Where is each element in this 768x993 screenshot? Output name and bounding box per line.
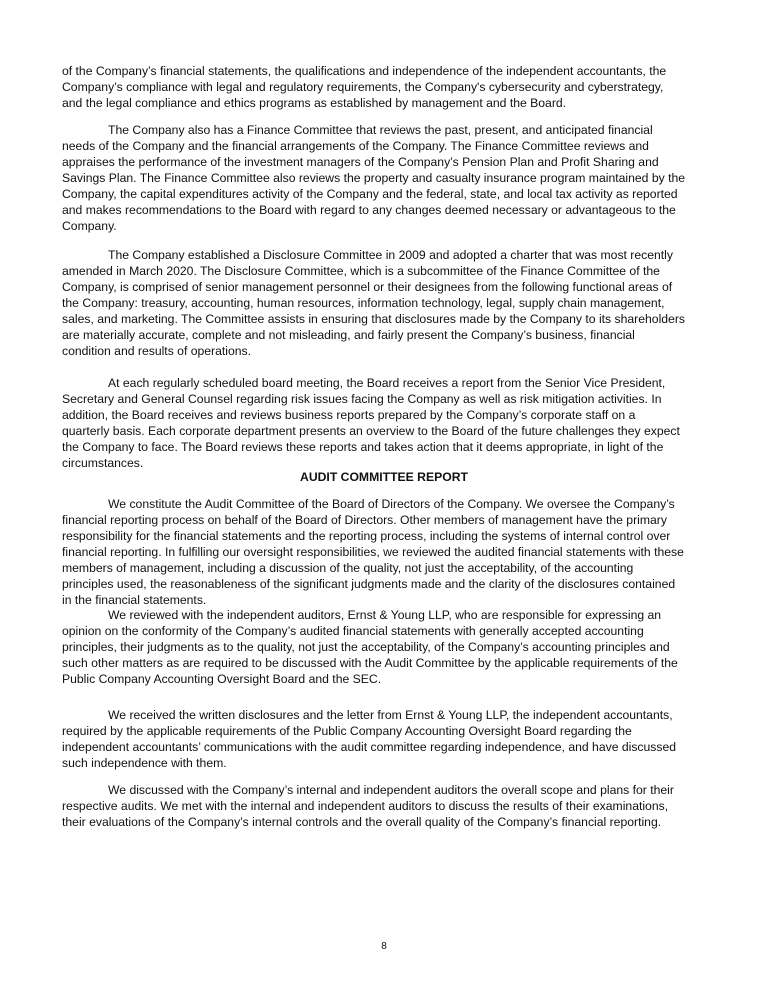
paragraph (62, 782, 722, 830)
text-line: We reviewed with the independent auditors, Ernst & Young LLP, who are responsible for expressing an (108, 608, 662, 622)
text-line: Company’s compliance with legal and regulatory requirements, the Company's cybersecurity and cyberstrategy, (62, 80, 664, 94)
text-line: We constitute the Audit Committee of the Board of Directors of the Company. We oversee the Company’s (108, 497, 675, 511)
text-line: such other matters as are required to be discussed with the Audit Committee by the applicable requirements of the (62, 656, 678, 670)
text-line: the Company to face. The Board reviews these reports and takes action that it deems appropriate, in light of the (62, 440, 664, 454)
paragraph (62, 496, 722, 608)
text-line: quarterly basis. Each corporate department presents an overview to the Board of the future challenges they expect (62, 424, 680, 438)
text-line: amended in March 2020. The Disclosure Committee, which is a subcommittee of the Finance Committee of the (62, 264, 660, 278)
text-line: needs of the Company and the financial arrangements of the Company. The Finance Committee reviews and (62, 139, 649, 153)
text-line: and the legal compliance and ethics programs as established by management and the Board. (62, 96, 567, 110)
text-line: the Company: treasury, accounting, human resources, information technology, legal, supply chain management, (62, 296, 665, 310)
paragraph (62, 375, 722, 471)
text-line: At each regularly scheduled board meeting, the Board receives a report from the Senior Vice President, (108, 376, 666, 390)
paragraph (62, 607, 722, 687)
text-line: Public Company Accounting Oversight Board and the SEC. (62, 672, 382, 686)
text-line: Savings Plan. The Finance Committee also reviews the property and casualty insurance program maintained by the (62, 171, 686, 185)
text-line: circumstances. (62, 456, 144, 470)
text-line: respective audits. We met with the internal and independent auditors to discuss the results of their examinations, (62, 799, 669, 813)
text-line: Company, is comprised of senior management personnel or their designees from the following functional areas of (62, 280, 673, 294)
paragraph (62, 247, 722, 359)
text-line: and makes recommendations to the Board with regard to any changes deemed necessary or advantageous to the (62, 203, 676, 217)
text-line: sales, and marketing. The Committee assists in ensuring that disclosures made by the Company to its shareholders (62, 312, 685, 326)
text-line: financial reporting. In fulfilling our oversight responsibilities, we reviewed the audited financial statements with these (62, 545, 684, 559)
paragraph (62, 122, 722, 234)
text-line: members of management, including a discussion of the quality, not just the acceptability, of the accounting (62, 561, 634, 575)
text-line: responsibility for the financial statements and the reporting process, including the systems of internal control over (62, 529, 671, 543)
text-line: of the Company’s financial statements, the qualifications and independence of the independent accountants, the (62, 64, 667, 78)
text-line: appraises the performance of the investment managers of the Company’s Pension Plan and Profit Sharing and (62, 155, 659, 169)
text-line: We discussed with the Company’s internal and independent auditors the overall scope and plans for their (108, 783, 674, 797)
text-line: principles, their judgments as to the quality, not just the acceptability, of the Company’s accounting principles and (62, 640, 670, 654)
text-line: Company. (62, 219, 117, 233)
text-line: independent accountants’ communications with the audit committee regarding independence, and have discussed (62, 740, 677, 754)
text-line: financial reporting process on behalf of the Board of Directors. Other members of management have the primary (62, 513, 667, 527)
text-line: required by the applicable requirements of the Public Company Accounting Oversight Board regarding the (62, 724, 632, 738)
text-line: in the financial statements. (62, 593, 207, 607)
page-number: 8 (381, 941, 387, 952)
text-line: such independence with them. (62, 756, 227, 770)
text-line: are materially accurate, complete and not misleading, and fairly present the Company’s business, financial (62, 328, 635, 342)
text-line: Secretary and General Counsel regarding risk issues facing the Company as well as risk mitigation activities. In (62, 392, 662, 406)
text-line: We received the written disclosures and the letter from Ernst & Young LLP, the independent accountants, (108, 708, 673, 722)
text-line: The Company established a Disclosure Committee in 2009 and adopted a charter that was most recently (108, 248, 673, 262)
text-line: Company, the capital expenditures activity of the Company and the federal, state, and local tax activity as reported (62, 187, 678, 201)
text-line: The Company also has a Finance Committee that reviews the past, present, and anticipated financial (108, 123, 653, 137)
paragraph (62, 707, 722, 771)
text-line: principles used, the reasonableness of the significant judgments made and the clarity of the disclosures contained (62, 577, 676, 591)
text-line: opinion on the conformity of the Company’s audited financial statements with generally accepted accounting (62, 624, 644, 638)
section-heading: AUDIT COMMITTEE REPORT (300, 470, 468, 484)
text-line: addition, the Board receives and reviews business reports prepared by the Company’s corporate staff on a (62, 408, 636, 422)
paragraph (62, 63, 722, 111)
text-line: their evaluations of the Company’s internal controls and the overall quality of the Company’s financial reporting. (62, 815, 662, 829)
text-line: condition and results of operations. (62, 344, 252, 358)
